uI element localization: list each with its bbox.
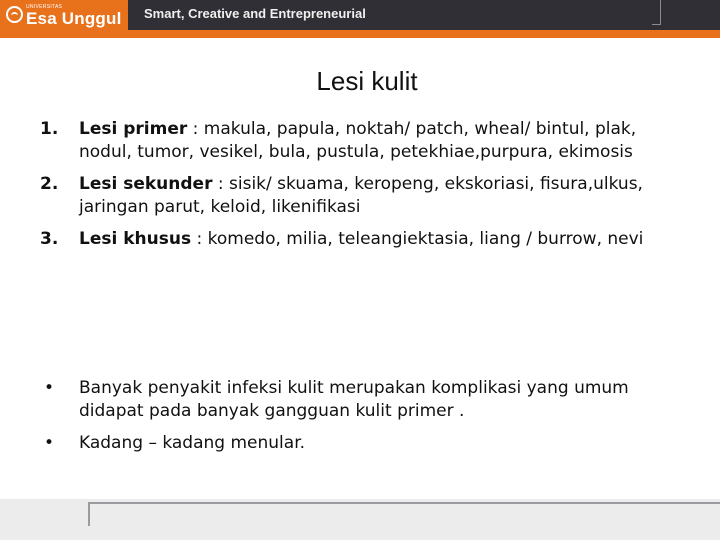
tagline-decoration (652, 0, 661, 25)
bullet-item (28, 377, 668, 423)
list-item-term: Lesi khusus (79, 229, 192, 249)
list-item-text: : makula, papula, noktah/ patch, wheal/ bintul, plak, nodul, tumor, vesikel, bula, pustula, petekhiae,purpura, ekimosis (79, 119, 637, 162)
list-item-text: : sisik/ skuama, keropeng, ekskoriasi, fisura,ulkus, jaringan parut, keloid, likenifikasi (79, 174, 643, 217)
footer-decoration (88, 502, 720, 526)
bullet-dot-icon: • (44, 378, 55, 398)
bullet-list (28, 377, 668, 464)
list-item (28, 118, 688, 164)
bullet-text: Banyak penyakit infeksi kulit merupakan komplikasi yang umum didapat pada banyak gangguan kulit primer . (79, 378, 629, 421)
bullet-dot-icon: • (44, 433, 55, 453)
list-item (28, 228, 688, 251)
list-item-number: 3. (40, 229, 59, 249)
list-item-text: : komedo, milia, teleangiektasia, liang / burrow, nevi (191, 229, 644, 249)
logo-name: Esa Unggul (26, 9, 122, 28)
slide-title: Lesi kulit (316, 66, 418, 96)
header (0, 0, 720, 30)
bullet-text: Kadang – kadang menular. (79, 433, 306, 453)
logo[interactable] (0, 0, 128, 38)
numbered-list (28, 118, 688, 260)
list-item (28, 173, 688, 219)
university-emblem-icon (6, 6, 23, 23)
list-item-number: 1. (40, 119, 59, 139)
tagline-bar (128, 0, 720, 30)
header-orange-rule (128, 30, 720, 38)
logo-small-text: UNIVERSITAS (26, 4, 63, 10)
bullet-item (28, 432, 668, 455)
tagline: Smart, Creative and Entrepreneurial (144, 6, 366, 21)
list-item-number: 2. (40, 174, 59, 194)
list-item-term: Lesi sekunder (79, 174, 213, 194)
list-item-term: Lesi primer (79, 119, 188, 139)
